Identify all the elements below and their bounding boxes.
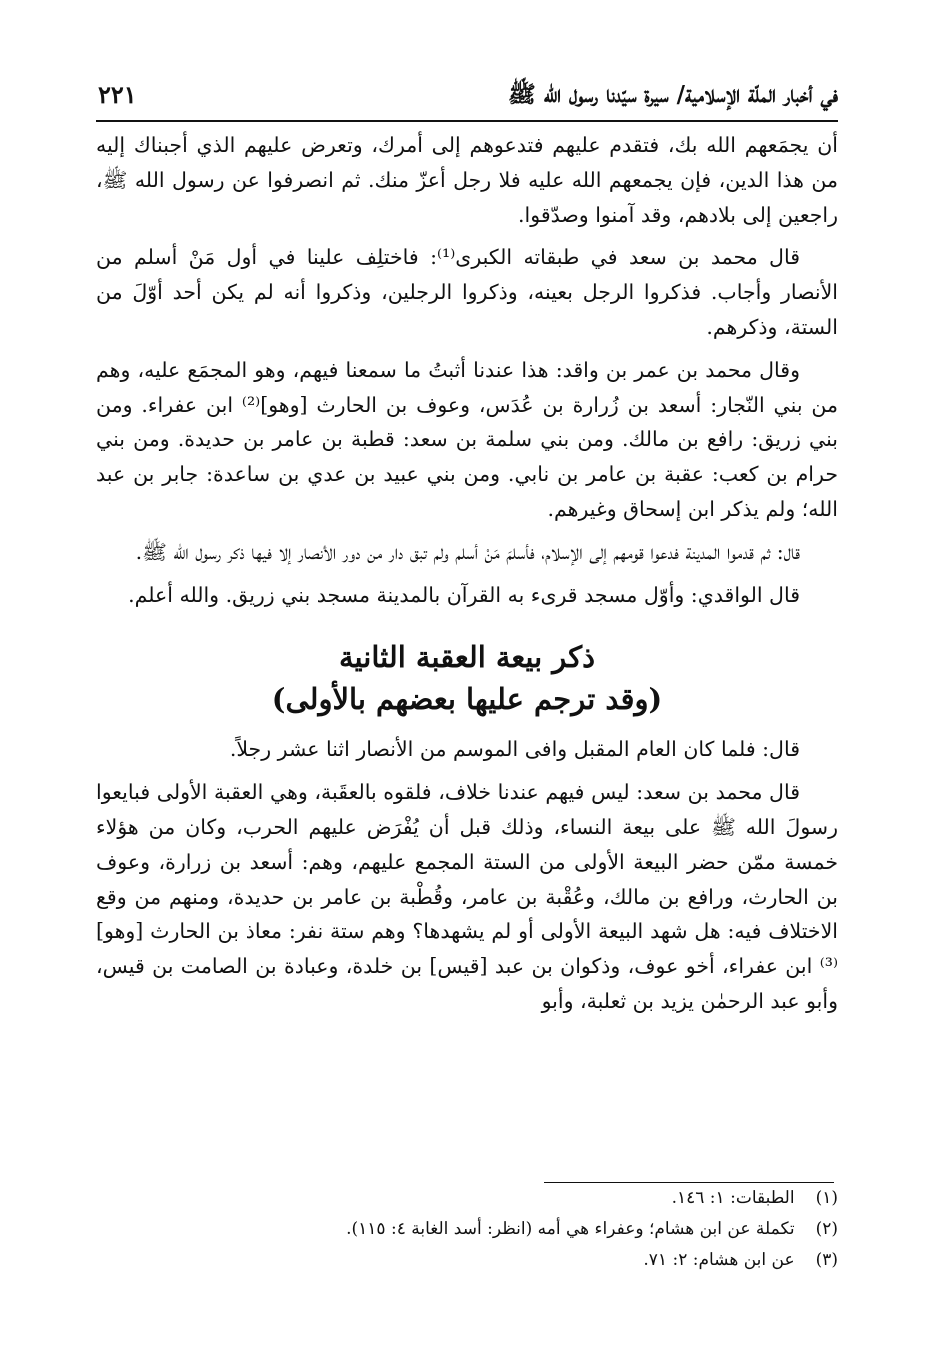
paragraph: قال الواقدي: وأوّل مسجد قرىء به القرآن بالمدينة مسجد بني زريق. والله أعلم. [128,582,800,607]
section-subtitle: (وقد ترجم عليها بعضهم بالأولى) [271,682,663,717]
footnote-text: تكملة عن ابن هشام؛ وعفراء هي أمه (انظر: أسد الغابة ٤: ١١٥). [346,1219,795,1239]
footnote-text: الطبقات: ١: ١٤٦. [671,1188,795,1208]
footnote-label: (١) [815,1188,838,1208]
paragraph: أن يجمَعهم الله بك، فتقدم عليهم فتدعوهم إلى أمرك، وتعرض عليهم الذي أجبناك إليه من هذا الدين، فإن يجمعهم الله عليه فلا رجل أعزّ منك. ثم انصرفوا عن رسول الله ﷺ، راجعين إلى بلادهم، وقد آمنوا وصدّقوا. [96,133,838,227]
footnote-label: (٢) [815,1219,838,1239]
footnotes [96,1182,838,1276]
paragraph: قال محمد بن سعد: ليس فيهم عندنا خلاف، فلقوه بالعقَبة، وهي العقبة الأولى فبايعوا رسولَ الله ﷺ على بيعة النساء، وذلك قبل أن يُفْرَض عليهم الحرب، وكان من هؤلاء خمسة ممّن حضر البيعة الأولى من الستة المجمع عليهم، وهم: أسعد بن زرارة، وعوف بن الحارث، ورافع بن مالك، وعُقْبة بن عامر، وقُطْبة بن عامر بن حديدة، ومنهم من وقع الاختلاف فيه: هل شهد البيعة الأولى أو لم يشهدها؟ وهم ستة نفر: معاذ بن الحارث [وهو]⁽³⁾ ابن عفراء، أخو عوف، وذكوان بن عبد [قيس] بن خلدة، وعبادة بن الصامت بن قيس، وأبو عبد الرحمٰن يزيد بن ثعلبة، وأبو [96,780,838,1013]
page-header [96,78,838,122]
page-number: ٢٢١ [98,80,137,109]
paragraph: قال: فلما كان العام المقبل وافى الموسم من الأنصار اثنا عشر رجلاً. [229,737,800,762]
footnote [96,1214,838,1245]
footnote [96,1183,838,1214]
footnote-text: عن ابن هشام: ٢: ٧١. [643,1250,795,1270]
section-title: ذكر بيعة العقبة الثانية [338,640,596,675]
paragraph: قال: ثم قدموا المدينة فدعوا قومهم إلى الإسلام، فأسلمَ مَنْ أسلم ولم تبق دار من دور الأنصار إلا فيها ذكر رسول الله ﷺ. [135,539,800,564]
main-text [96,128,838,1027]
running-title: في أخبار الملّة الإسلامية/ سيرة سيّدنا رسول الله ﷺ [508,81,838,108]
section-heading [96,636,838,720]
paragraph: قال محمد بن سعد في طبقاته الكبرى⁽¹⁾: فاختلِف علينا في أول مَنْ أسلم من الأنصار وأجاب. فذكروا الرجل بعينه، وذكروا الرجلين، وذكروا أنه لم يكن أحد أوّلَ من الستة، وذكرهم. [96,245,838,339]
footnote-label: (٣) [815,1250,838,1270]
footnote [96,1245,838,1276]
paragraph: وقال محمد بن عمر بن واقد: هذا عندنا أثبتُ ما سمعنا فيهم، وهو المجمَع عليه، وهم من بني النّجار: أسعد بن زُرارة بن عُدَس، وعوف بن الحارث [وهو]⁽²⁾ ابن عفراء. ومن بني زريق: رافع بن مالك. ومن بني سلمة بن سعد: قطبة بن عامر بن حديدة. ومن بني حرام بن كعب: عقبة بن عامر بن نابي. ومن بني عبيد بن عدي بن ساعدة: جابر بن عبد الله؛ ولم يذكر ابن إسحاق وغيرهم. [96,357,839,521]
